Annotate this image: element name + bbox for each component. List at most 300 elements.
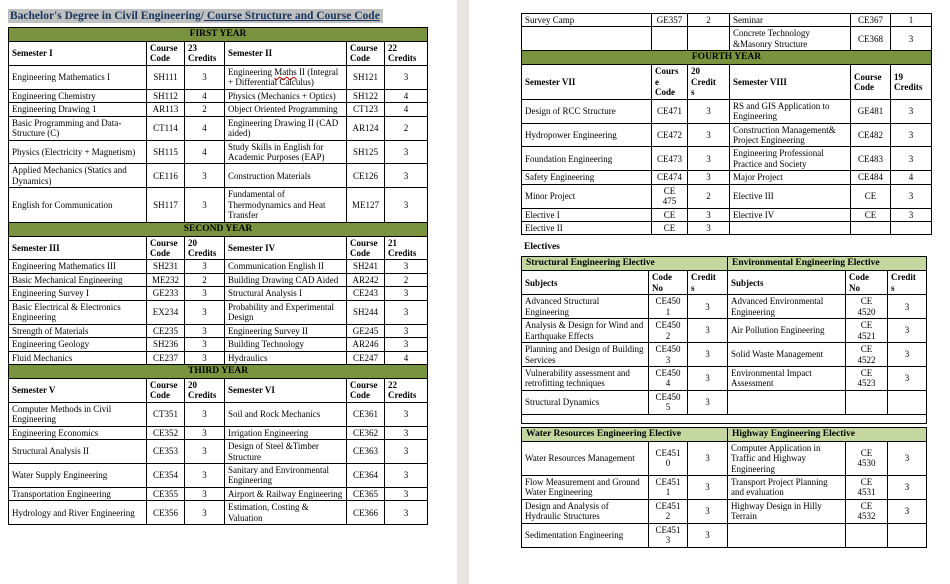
course-table-year-3-continuation-and-year-4 — [521, 13, 931, 235]
subject-cell: Structural Dynamics — [522, 390, 649, 414]
course-code-cell: CE 4523 — [846, 366, 888, 390]
electives-heading: Electives — [524, 242, 560, 253]
course-code-cell: CE450 3 — [649, 343, 688, 367]
course-code-cell: SH111 — [147, 65, 185, 89]
credits-cell: 3 — [185, 351, 225, 364]
credits-cell: 3 — [385, 440, 428, 464]
subject-cell: Elective III — [730, 184, 851, 208]
credits-cell: 3 — [385, 487, 428, 500]
column-header-cell: Course Code — [147, 236, 185, 260]
elective-band-row — [522, 427, 927, 441]
course-row — [9, 440, 428, 464]
subject-cell: Design of Steel &Timber Structure — [225, 440, 347, 464]
subject-cell: Airport & Railway Engineering — [225, 487, 347, 500]
column-header-cell: Credit s — [688, 271, 728, 295]
column-header-cell: Course Code — [347, 42, 385, 66]
course-row — [522, 184, 932, 208]
year-band: SECOND YEAR — [9, 222, 428, 236]
course-code-cell: CE483 — [851, 147, 891, 171]
credits-cell: 3 — [688, 343, 728, 367]
column-header-cell: Code No — [649, 271, 688, 295]
subject-cell: Applied Mechanics (Statics and Dynamics) — [9, 164, 147, 188]
year-band-row — [9, 28, 428, 42]
course-code-cell: CE 475 — [652, 184, 688, 208]
right-page-column — [521, 13, 931, 548]
course-table-year-3-continuation-and-year-4-grid — [521, 13, 932, 235]
subject-cell: Physics (Mechanics + Optics) — [225, 89, 347, 102]
course-table-years-1-to-3-grid — [8, 27, 428, 525]
credits-cell: 3 — [888, 499, 927, 523]
page-title-plain: Bachelor's Degree in Civil Engineering/ — [10, 10, 204, 22]
credits-cell — [888, 523, 927, 547]
column-header-cell: Course Code — [147, 378, 185, 402]
credits-cell: 3 — [385, 188, 428, 222]
course-code-cell: SH121 — [347, 65, 385, 89]
credits-cell: 3 — [891, 184, 932, 208]
column-header-row — [9, 42, 428, 66]
credits-cell: 3 — [891, 27, 932, 51]
course-code-cell: CE 4522 — [846, 343, 888, 367]
credits-cell: 3 — [888, 441, 927, 475]
year-band-row — [522, 51, 932, 65]
elective-group-title: Water Resources Engineering Elective — [522, 427, 728, 441]
course-code-cell: CE362 — [347, 426, 385, 439]
course-code-cell — [851, 222, 891, 235]
credits-cell: 3 — [688, 222, 730, 235]
credits-cell: 3 — [185, 338, 225, 351]
subject-cell: Construction Materials — [225, 164, 347, 188]
credits-cell: 3 — [688, 366, 728, 390]
page-title-highlight — [8, 9, 383, 23]
column-header-cell: Course Code — [147, 42, 185, 66]
course-code-cell: CE450 1 — [649, 295, 688, 319]
column-header-cell: Semester II — [225, 42, 347, 66]
credits-cell: 4 — [185, 89, 225, 102]
subject-cell: Fundamental of Thermodynamics and Heat Transfer — [225, 188, 347, 222]
course-code-cell: CE368 — [851, 27, 891, 51]
credits-cell: 3 — [888, 343, 927, 367]
course-code-cell: CE 4532 — [846, 499, 888, 523]
column-header-cell: Semester VII — [522, 65, 652, 99]
subject-cell: Vulnerability assessment and retrofitting techniques — [522, 366, 649, 390]
subject-cell: Computer Methods in Civil Engineering — [9, 402, 147, 426]
subject-cell: Water Resources Management — [522, 441, 649, 475]
course-row — [522, 27, 932, 51]
column-header-cell: 22 Credits — [385, 378, 428, 402]
credits-cell — [688, 27, 730, 51]
subject-cell: Communication English II — [225, 260, 347, 273]
course-row — [522, 499, 927, 523]
subject-cell: Building Drawing CAD Aided — [225, 273, 347, 286]
subject-cell: Structural Analysis II — [9, 440, 147, 464]
credits-cell: 3 — [891, 123, 932, 147]
credits-cell: 1 — [891, 14, 932, 27]
credits-cell: 3 — [891, 147, 932, 171]
subject-cell: Water Supply Engineering — [9, 464, 147, 488]
course-row — [9, 426, 428, 439]
credits-cell: 3 — [688, 147, 730, 171]
credits-cell: 3 — [185, 324, 225, 337]
credits-cell: 3 — [185, 440, 225, 464]
course-row — [9, 164, 428, 188]
subject-cell: Estimation, Costing & Valuation — [225, 501, 347, 525]
course-code-cell: CE 4521 — [846, 319, 888, 343]
subject-cell: Environmental Impact Assessment — [728, 366, 846, 390]
subject-cell: Engineering Geology — [9, 338, 147, 351]
subject-cell: Solid Waste Management — [728, 343, 846, 367]
subject-cell: Physics (Electricity + Magnetism) — [9, 140, 147, 164]
course-row — [9, 501, 428, 525]
subject-cell: Engineering Drawing II (CAD aided) — [225, 116, 347, 140]
course-code-cell: CE355 — [147, 487, 185, 500]
subject-cell: Probability and Experimental Design — [225, 300, 347, 324]
subject-cell: Engineering Economics — [9, 426, 147, 439]
course-row — [9, 324, 428, 337]
credits-cell: 3 — [185, 188, 225, 222]
course-row — [9, 188, 428, 222]
column-header-cell: 20 Credits — [185, 236, 225, 260]
credits-cell: 3 — [385, 464, 428, 488]
course-code-cell: CE352 — [147, 426, 185, 439]
course-row — [522, 222, 932, 235]
column-header-row — [9, 236, 428, 260]
course-code-cell: SH117 — [147, 188, 185, 222]
subject-cell — [728, 390, 846, 414]
subject-cell: Basic Electrical & Electronics Engineering — [9, 300, 147, 324]
column-header-cell: Code No — [846, 271, 888, 295]
course-row — [9, 287, 428, 300]
column-header-cell: Course Code — [347, 236, 385, 260]
column-header-cell: Course Code — [347, 378, 385, 402]
page-gap-divider — [457, 0, 469, 584]
course-row — [9, 103, 428, 116]
course-code-cell: CE366 — [347, 501, 385, 525]
course-code-cell: SH112 — [147, 89, 185, 102]
credits-cell — [891, 222, 932, 235]
credits-cell: 3 — [385, 402, 428, 426]
credits-cell: 3 — [385, 338, 428, 351]
course-code-cell: CE237 — [147, 351, 185, 364]
credits-cell: 2 — [385, 116, 428, 140]
course-code-cell: AR113 — [147, 103, 185, 116]
year-band-row — [9, 364, 428, 378]
subject-cell: Basic Mechanical Engineering — [9, 273, 147, 286]
course-code-cell: SH125 — [347, 140, 385, 164]
course-row — [522, 123, 932, 147]
course-row — [522, 99, 932, 123]
elective-band-row — [522, 257, 927, 271]
course-row — [522, 147, 932, 171]
credits-cell: 3 — [185, 426, 225, 439]
subject-cell: English for Communication — [9, 188, 147, 222]
year-band: FIRST YEAR — [9, 28, 428, 42]
course-code-cell: CE — [652, 208, 688, 221]
subject-cell: Minor Project — [522, 184, 652, 208]
course-code-cell: CE450 4 — [649, 366, 688, 390]
subject-cell: Analysis & Design for Wind and Earthquake Effects — [522, 319, 649, 343]
course-code-cell: SH122 — [347, 89, 385, 102]
column-header-cell: Semester VIII — [730, 65, 851, 99]
credits-cell: 3 — [185, 260, 225, 273]
subject-cell: Soil and Rock Mechanics — [225, 402, 347, 426]
course-code-cell: SH231 — [147, 260, 185, 273]
credits-cell: 3 — [185, 65, 225, 89]
credits-cell: 3 — [185, 300, 225, 324]
credits-cell: 3 — [888, 319, 927, 343]
column-header-cell: Credit s — [888, 271, 927, 295]
course-row — [9, 273, 428, 286]
credits-cell: 3 — [185, 287, 225, 300]
credits-cell: 3 — [688, 390, 728, 414]
subject-cell: Engineering Mathematics I — [9, 65, 147, 89]
subject-cell: Sanitary and Environmental Engineering — [225, 464, 347, 488]
course-code-cell: CE243 — [347, 287, 385, 300]
credits-cell: 3 — [688, 123, 730, 147]
course-code-cell: EX234 — [147, 300, 185, 324]
course-code-cell: ME127 — [347, 188, 385, 222]
credits-cell: 2 — [185, 273, 225, 286]
course-row — [522, 390, 927, 414]
credits-cell: 3 — [688, 319, 728, 343]
column-header-row — [522, 65, 932, 99]
course-code-cell: CT351 — [147, 402, 185, 426]
subject-cell — [730, 222, 851, 235]
column-header-cell: 20 Credit s — [688, 65, 730, 99]
electives-table-water-highway-grid — [521, 427, 927, 548]
course-code-cell: CE451 3 — [649, 523, 688, 547]
course-code-cell — [846, 523, 888, 547]
course-code-cell: CE353 — [147, 440, 185, 464]
column-header-cell: Subjects — [728, 271, 846, 295]
course-code-cell: CE364 — [347, 464, 385, 488]
credits-cell: 2 — [385, 273, 428, 286]
subject-cell: Engineering Maths II (Integral + Differential Calculus) — [225, 65, 347, 89]
column-header-cell: Subjects — [522, 271, 649, 295]
subject-cell — [728, 523, 846, 547]
credits-cell: 3 — [688, 208, 730, 221]
course-row — [522, 295, 927, 319]
course-code-cell: CE474 — [652, 171, 688, 184]
course-row — [9, 464, 428, 488]
subject-cell: Basic Programming and Data-Structure (C) — [9, 116, 147, 140]
credits-cell: 2 — [688, 14, 730, 27]
credits-cell: 3 — [385, 426, 428, 439]
course-code-cell: SH115 — [147, 140, 185, 164]
course-code-cell: CE361 — [347, 402, 385, 426]
electives-table-water-highway — [521, 427, 931, 548]
subject-cell: Study Skills in English for Academic Purposes (EAP) — [225, 140, 347, 164]
subject-cell: Object Oriented Programming — [225, 103, 347, 116]
course-row — [522, 14, 932, 27]
course-row — [9, 116, 428, 140]
page-title — [8, 8, 427, 24]
subject-cell: Engineering Drawing 1 — [9, 103, 147, 116]
column-header-cell: Semester I — [9, 42, 147, 66]
course-row — [9, 300, 428, 324]
course-code-cell: CE116 — [147, 164, 185, 188]
elective-group-title: Highway Engineering Elective — [728, 427, 927, 441]
subject-cell: Planning and Design of Building Services — [522, 343, 649, 367]
credits-cell: 3 — [891, 99, 932, 123]
subject-cell — [522, 27, 652, 51]
course-row — [9, 338, 428, 351]
course-code-cell: CE450 5 — [649, 390, 688, 414]
credits-cell: 3 — [385, 324, 428, 337]
column-header-cell: Semester VI — [225, 378, 347, 402]
subject-cell: Seminar — [730, 14, 851, 27]
course-code-cell: CE482 — [851, 123, 891, 147]
credits-cell: 3 — [891, 208, 932, 221]
subject-cell: Construction Management& Project Engineering — [730, 123, 851, 147]
credits-cell: 4 — [385, 103, 428, 116]
column-header-cell: 21 Credits — [385, 236, 428, 260]
credits-cell: 4 — [185, 116, 225, 140]
course-code-cell: CE356 — [147, 501, 185, 525]
subject-cell: Structural Analysis I — [225, 287, 347, 300]
course-code-cell: SH244 — [347, 300, 385, 324]
credits-cell — [888, 390, 927, 414]
course-code-cell: CE484 — [851, 171, 891, 184]
course-row — [9, 65, 428, 89]
credits-cell: 3 — [185, 487, 225, 500]
course-code-cell: GE357 — [652, 14, 688, 27]
course-code-cell: CE — [851, 184, 891, 208]
credits-cell: 3 — [385, 65, 428, 89]
credits-cell: 3 — [688, 499, 728, 523]
column-header-cell: Semester IV — [225, 236, 347, 260]
course-code-cell: CT123 — [347, 103, 385, 116]
subject-cell: Engineering Chemistry — [9, 89, 147, 102]
course-code-cell: AR124 — [347, 116, 385, 140]
course-row — [522, 343, 927, 367]
subject-cell: Elective II — [522, 222, 652, 235]
electives-table-structural-environmental — [521, 256, 931, 423]
misspelled-word: Maths — [274, 66, 297, 77]
credits-cell: 2 — [688, 184, 730, 208]
left-page-column — [8, 8, 427, 525]
course-code-cell: CE354 — [147, 464, 185, 488]
credits-cell: 3 — [688, 523, 728, 547]
course-row — [522, 523, 927, 547]
course-code-cell: GE233 — [147, 287, 185, 300]
subject-cell: Concrete Technology &Masonry Structure — [730, 27, 851, 51]
subject-cell: Engineering Mathematics III — [9, 260, 147, 273]
course-code-cell: CE363 — [347, 440, 385, 464]
credits-cell: 4 — [385, 351, 428, 364]
credits-cell: 3 — [688, 171, 730, 184]
subject-cell: Major Project — [730, 171, 851, 184]
year-band-row — [9, 222, 428, 236]
credits-cell: 3 — [385, 287, 428, 300]
subject-cell: Hydraulics — [225, 351, 347, 364]
subject-cell: Elective I — [522, 208, 652, 221]
course-row — [522, 366, 927, 390]
subject-cell: Air Pollution Engineering — [728, 319, 846, 343]
course-code-cell: CT114 — [147, 116, 185, 140]
course-row — [9, 140, 428, 164]
credits-cell: 3 — [688, 441, 728, 475]
empty-row — [522, 414, 927, 423]
subject-cell: Advanced Structural Engineering — [522, 295, 649, 319]
credits-cell: 2 — [185, 103, 225, 116]
credits-cell: 3 — [888, 366, 927, 390]
course-code-cell: CE473 — [652, 147, 688, 171]
course-row — [522, 171, 932, 184]
electives-table-structural-environmental-grid — [521, 256, 927, 423]
column-header-cell: 20 Credits — [185, 378, 225, 402]
course-code-cell — [652, 27, 688, 51]
course-row — [9, 351, 428, 364]
course-code-cell: CE 4520 — [846, 295, 888, 319]
subject-cell: Transportation Engineering — [9, 487, 147, 500]
course-code-cell: CE365 — [347, 487, 385, 500]
subject-cell: Flow Measurement and Ground Water Engineering — [522, 476, 649, 500]
column-header-cell: Semester III — [9, 236, 147, 260]
course-code-cell: CE367 — [851, 14, 891, 27]
credits-cell: 4 — [891, 171, 932, 184]
course-row — [522, 476, 927, 500]
course-code-cell: ME232 — [147, 273, 185, 286]
subject-cell: Foundation Engineering — [522, 147, 652, 171]
course-code-cell: CE 4530 — [846, 441, 888, 475]
subject-cell: RS and GIS Application to Engineering — [730, 99, 851, 123]
course-code-cell: CE 4531 — [846, 476, 888, 500]
course-code-cell: CE451 2 — [649, 499, 688, 523]
course-table-years-1-to-3 — [8, 27, 427, 525]
page-title-underlined: Course Structure and Course Code — [204, 10, 380, 22]
column-header-cell: Semester V — [9, 378, 147, 402]
empty-cell — [522, 414, 927, 423]
course-row — [9, 89, 428, 102]
credits-cell: 3 — [688, 476, 728, 500]
course-code-cell: CE451 0 — [649, 441, 688, 475]
credits-cell: 3 — [385, 260, 428, 273]
course-code-cell: CE471 — [652, 99, 688, 123]
subject-cell: Highway Design in Hilly Terrain — [728, 499, 846, 523]
subject-cell: Design of RCC Structure — [522, 99, 652, 123]
credits-cell: 3 — [385, 300, 428, 324]
elective-group-title: Structural Engineering Elective — [522, 257, 728, 271]
subject-cell: Transport Project Planning and evaluation — [728, 476, 846, 500]
subject-cell: Building Technology — [225, 338, 347, 351]
subject-cell: Safety Engineering — [522, 171, 652, 184]
column-header-cell: Cours e Code — [652, 65, 688, 99]
course-code-cell: CE451 1 — [649, 476, 688, 500]
course-code-cell: CE — [652, 222, 688, 235]
year-band: THIRD YEAR — [9, 364, 428, 378]
credits-cell: 3 — [888, 476, 927, 500]
subject-cell: Engineering Survey II — [225, 324, 347, 337]
subject-cell: Survey Camp — [522, 14, 652, 27]
subject-cell: Computer Application in Traffic and Highway Engineering — [728, 441, 846, 475]
course-code-cell: SH236 — [147, 338, 185, 351]
subject-cell: Engineering Survey I — [9, 287, 147, 300]
elective-group-title: Environmental Engineering Elective — [728, 257, 927, 271]
subject-cell: Engineering Professional Practice and Society — [730, 147, 851, 171]
credits-cell: 3 — [385, 140, 428, 164]
subject-cell: Strength of Materials — [9, 324, 147, 337]
credits-cell: 3 — [185, 501, 225, 525]
column-header-cell: 23 Credits — [185, 42, 225, 66]
course-row — [522, 319, 927, 343]
subject-cell: Advanced Environmental Engineering — [728, 295, 846, 319]
course-code-cell: CE450 2 — [649, 319, 688, 343]
subject-cell: Design and Analysis of Hydraulic Structures — [522, 499, 649, 523]
course-code-cell: GE481 — [851, 99, 891, 123]
subject-cell: Hydropower Engineering — [522, 123, 652, 147]
course-code-cell: CE247 — [347, 351, 385, 364]
course-row — [522, 208, 932, 221]
